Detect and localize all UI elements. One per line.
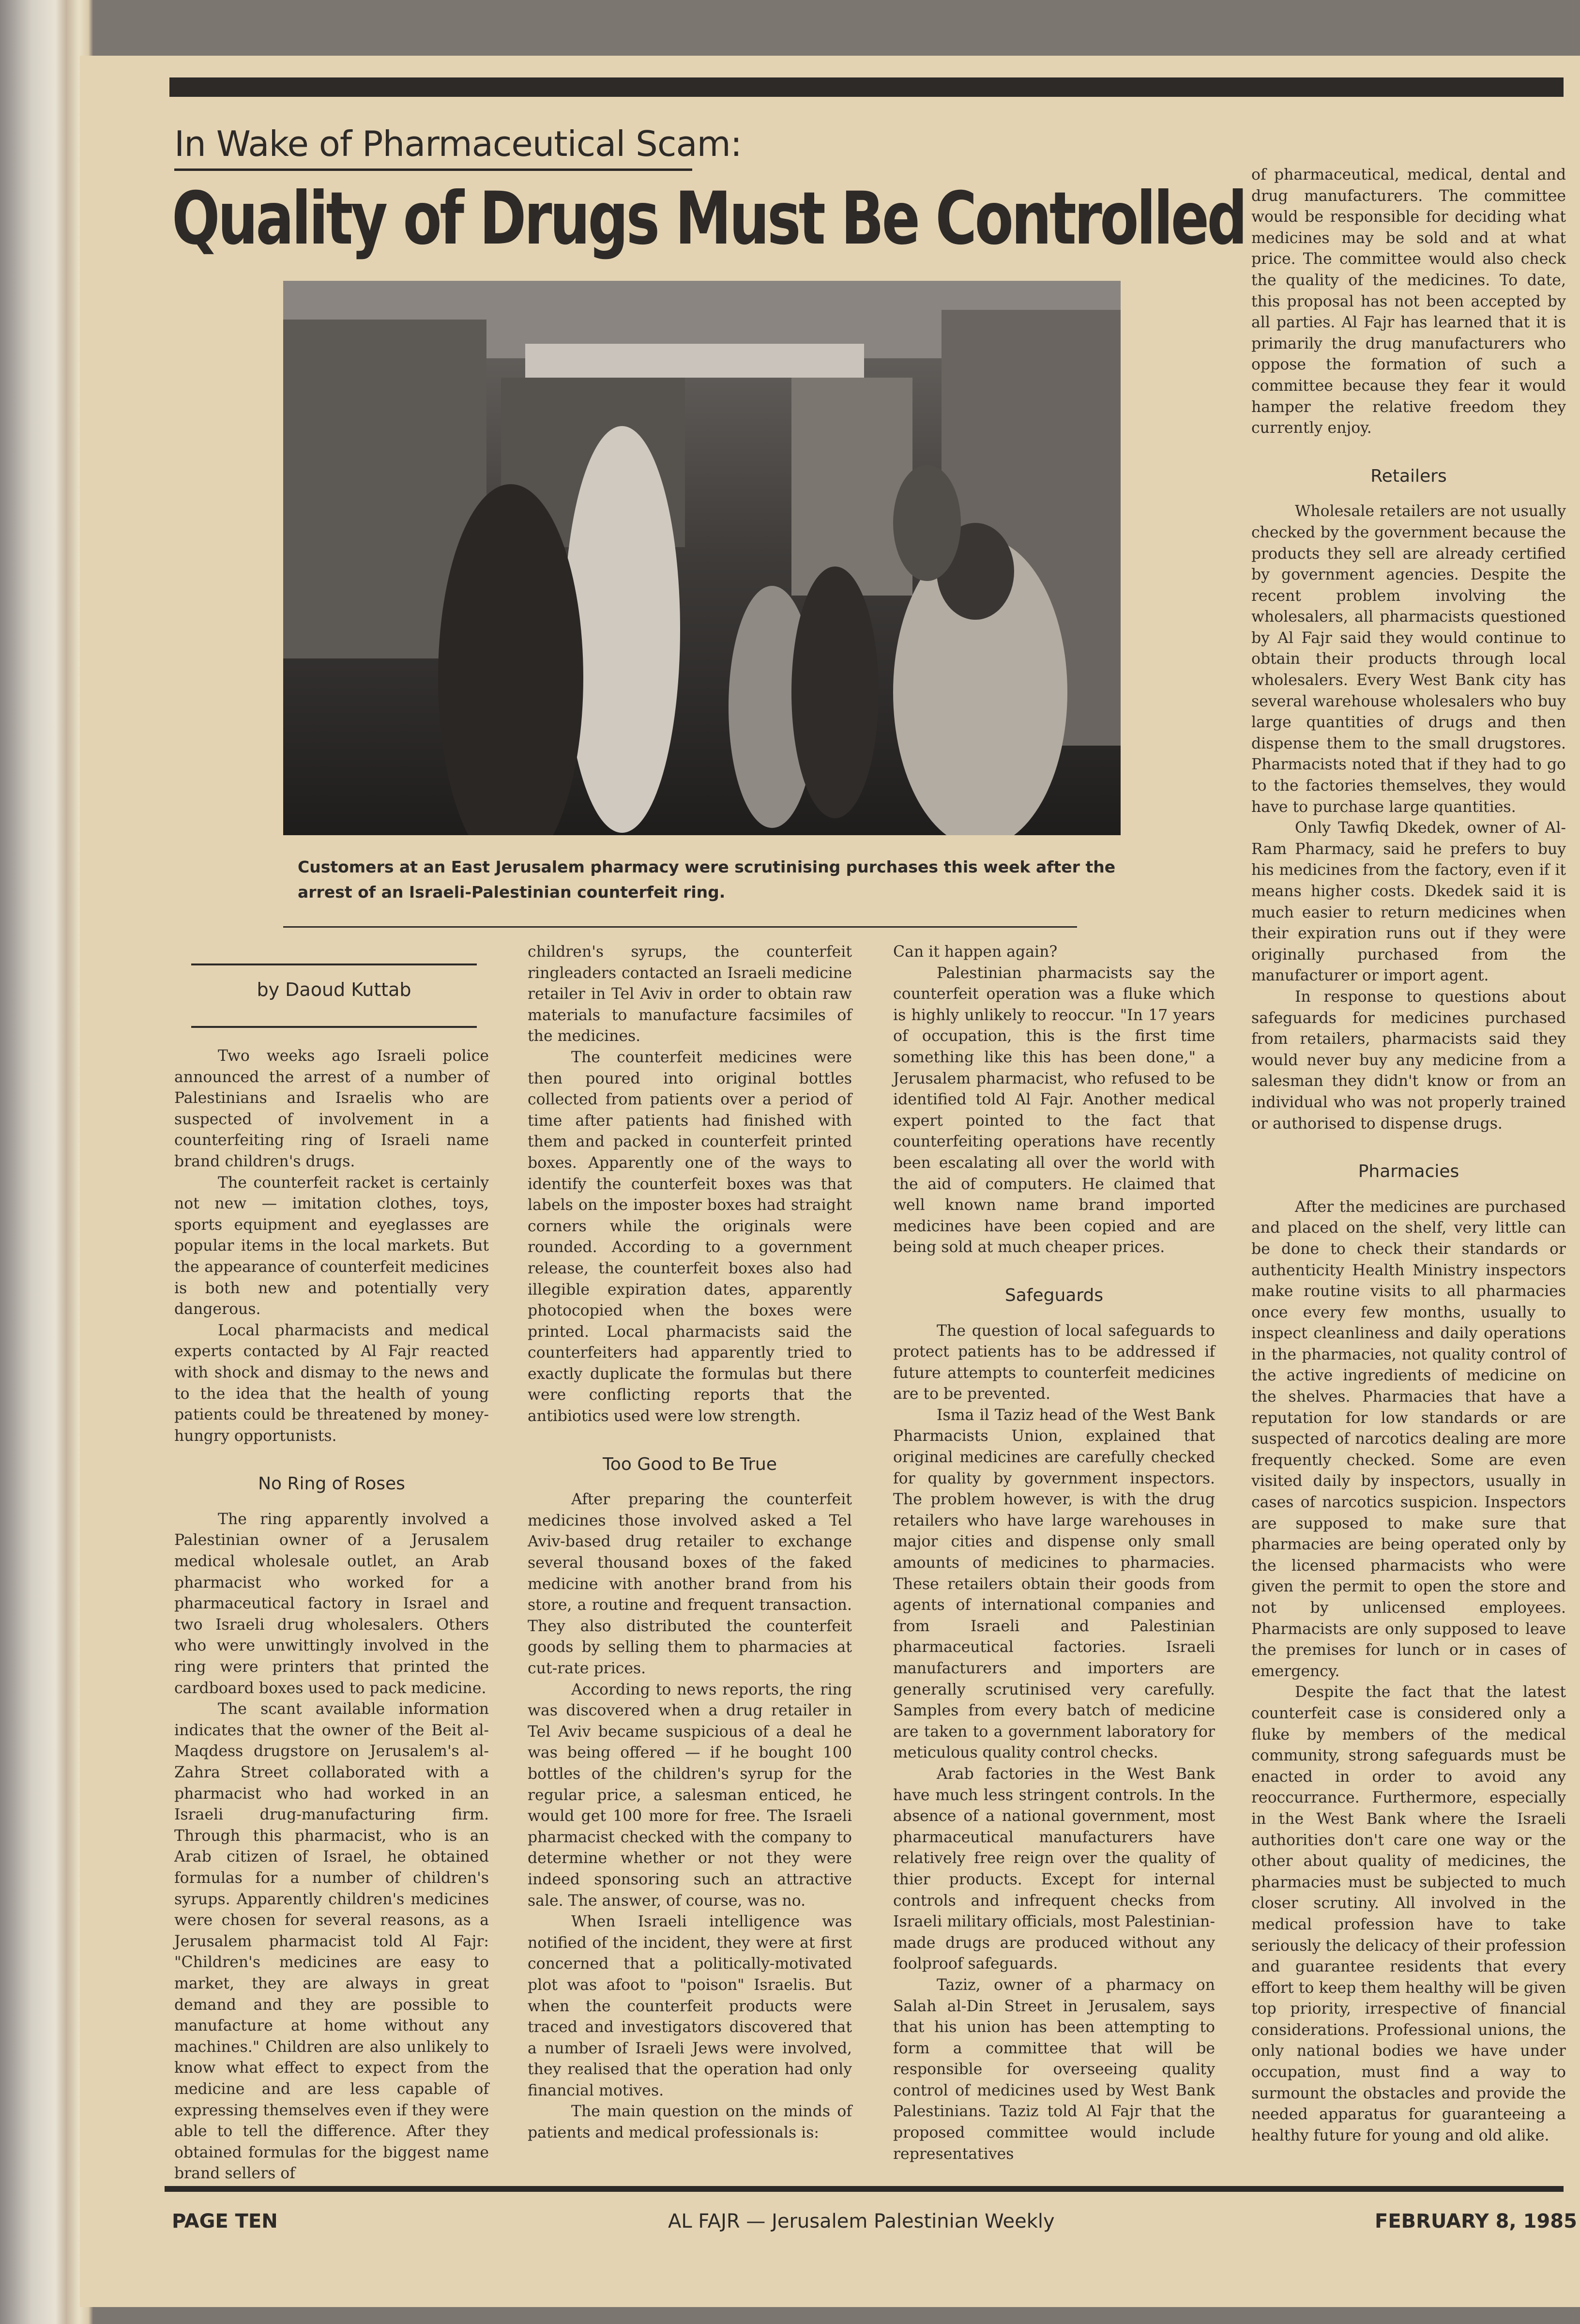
paragraph: Wholesale retailers are not usually checked by the government because the products they sell are already certified by government agencies. Despite the recent problem involving the wholesalers, all pharmacists questioned by Al Fajr said they would continue to obtain their products through local wholesalers. Every West Bank city has several warehouse wholesalers who buy large quantities of drugs and then dispense them to the small drugstores. Pharmacists noted that if they had to go to the factories themselves, they would have to purchase large quantities.	[1251, 503, 1566, 816]
paragraph: The scant available information indicates that the owner of the Beit al-Maqdess drugstore on Jerusalem's al-Zahra Street collaborated with a pharmacist who had worked in an Israeli drug-manufacturing firm. Through this pharmacist, who is an Arab citizen of Israel, he obtained formulas for a number of children's syrups. Apparently children's medicines were chosen for several reasons, as a Jerusalem pharmacist told Al Fajr: "Children's medicines are easy to market, they are always in great demand and they are possible to manufacture at home without any machines." Children are also unlikely to know what effect to expect from the medicine and are less capable of expressing themselves even if they were able to tell the difference. After they obtained formulas for the biggest name brand sellers of	[174, 1700, 489, 2183]
caption-rule	[283, 926, 1077, 928]
paragraph: Can it happen again?	[893, 943, 1058, 961]
paragraph: According to news reports, the ring was discovered when a drug retailer in Tel Aviv became suspicious of a deal he was being offered — if he bought 100 bottles of the children's syrup for the regular price, a salesman enticed, he would get 100 more for free. The Israeli pharmacist checked with the company to determine whether or not they were indeed sponsoring such an attractive sale. The answer, of course, was no.	[528, 1681, 852, 1910]
photo-caption: Customers at an East Jerusalem pharmacy were scrutinising purchases this week after the arrest of an Israeli-Palestinian counterfeit ring.	[298, 857, 1116, 902]
paragraph: Despite the fact that the latest counterfeit case is considered only a fluke by members of the medical community, strong safeguards must be enacted in order to avoid any reoccurrance. Furthermore, especially in the West Bank where the Israeli authorities don't care one way or the other about quality of medicines, the pharmacies must be subjected to much closer scrutiny. All involved in the medical profession have to take seriously the delicacy of their profession and guarantee residents that every effort to keep them healthy will be given top priority, irrespective of financial considerations. Professional unions, the only national bodies we have under occupation, must find a way to surmount the obstacles and provide the needed apparatus for guaranteeing a healthy future for young and old alike.	[1251, 1683, 1566, 2144]
bottom-rule	[165, 2186, 1564, 2192]
paragraph: Local pharmacists and medical experts contacted by Al Fajr reacted with shock and dismay to the news and to the idea that the health of young patients could be threatened by money-hungry opportunists.	[174, 1321, 489, 1445]
subhead: Pharmacies	[1358, 1162, 1459, 1182]
paragraph: The counterfeit racket is certainly not new — imitation clothes, toys, sports equipment and eyeglasses are popular items in the local markets. But the appearance of counterfeit medicines is both new and potentially very dangerous.	[174, 1174, 489, 1318]
paragraph: Two weeks ago Israeli police announced the arrest of a number of Palestinians and Israelis who are suspected of involvement in a counterfeiting ring of Israeli name brand children's drugs.	[174, 1047, 489, 1170]
subhead: Retailers	[1370, 466, 1447, 486]
kicker-underline	[174, 168, 692, 171]
paragraph: The ring apparently involved a Palestinian owner of a Jerusalem medical wholesale outlet, an Arab pharmacist who worked for a pharmaceutical factory in Israel and two Israeli drug wholesalers. Others who were unwittingly involved in the ring were printers that printed the cardboard boxes used to pack medicine.	[174, 1510, 489, 1697]
issue-date: FEBRUARY 8, 1985	[1375, 2210, 1577, 2232]
paragraph: children's syrups, the counterfeit ringleaders contacted an Israeli medicine retailer in Tel Aviv in order to obtain raw materials to manufacture facsimiles of the medicines.	[528, 943, 852, 1045]
pharmacy-photo	[283, 281, 1121, 835]
paragraph: After preparing the counterfeit medicines those involved asked a Tel Aviv-based drug retailer to exchange several thousand boxes of the faked medicine with another brand from his store, a routine and frequent transaction. They also distributed the counterfeit goods by selling them to pharmacies at cut-rate prices.	[528, 1491, 852, 1677]
paragraph: Arab factories in the West Bank have much less stringent controls. In the absence of a national government, most pharmaceutical manufacturers have relatively free reign over the quality of thier products. Except for internal controls and infrequent checks from Israeli military officials, most Palestinian-made drugs are produced without any foolproof safeguards.	[893, 1765, 1215, 1973]
subhead: Safeguards	[1004, 1285, 1104, 1305]
paragraph: After the medicines are purchased and placed on the shelf, very little can be done to check their standards or authenticity Health Ministry inspectors make routine visits to all pharmacies once every few months, usually to inspect cleanliness and daily operations in the pharmacies, not quality control of the active ingredients of medicine on the shelves. Pharmacies that have a reputation for low standards or are suspected of narcotics dealing are more frequently checked. Some are even visited daily by inspectors, usually in cases of narcotics suspicion. Inspectors are supposed to make sure that pharmacies are being operated only by the licensed pharmacists who were given the permit to open the store and not by unlicensed employees. Pharmacists are only supposed to leave the premises for lunch or in cases of emergency.	[1251, 1198, 1566, 1680]
kicker: In Wake of Pharmaceutical Scam:	[174, 123, 742, 164]
paragraph: Isma il Taziz head of the West Bank Pharmacists Union, explained that original medicines are carefully checked for quality by government inspectors. The problem however, is with the drug retailers who have large warehouses in major cities and dispense only small amounts of medicines to pharmacies. These retailers obtain their goods from agents of international companies and from Israeli and Palestinian pharmaceutical factories. Israeli manufacturers and importers are generally scrutinised very carefully. Samples from every batch of medicine are taken to a government laboratory for meticulous quality control checks.	[893, 1406, 1215, 1762]
page-number: PAGE TEN	[172, 2210, 278, 2232]
publication-name: AL FAJR — Jerusalem Palestinian Weekly	[668, 2210, 1055, 2232]
paragraph: When Israeli intelligence was notified of the incident, they were at first concerned that a politically-motivated plot was afoot to "poison" Israelis. But when the counterfeit products were traced and investigators discovered that a number of Israeli Jews were involved, they realised that the operation had only financial motives.	[528, 1913, 852, 2099]
paragraph: The main question on the minds of patients and medical professionals is:	[528, 2103, 852, 2142]
paragraph: In response to questions about safeguards for medicines purchased from retailers, pharmacists said they would never buy any medicine from a salesman they didn't know or from an individual who was not properly trained or authorised to dispense drugs.	[1251, 988, 1566, 1132]
paragraph: The question of local safeguards to protect patients has to be addressed if future attempts to counterfeit medicines are to be prevented.	[893, 1322, 1215, 1403]
top-rule	[169, 77, 1564, 97]
paragraph: The counterfeit medicines were then poured into original bottles collected from patients over a period of time after patients had finished with them and packed in counterfeit printed boxes. Apparently one of the ways to identify the counterfeit boxes was that labels on the imposter boxes had straight corners while the originals were rounded. According to a government release, the counterfeit boxes also had illegible expiration dates, apparently photocopied when the boxes were printed. Local pharmacists said the counterfeiters had apparently tried to exactly duplicate the formulas but there were conflicting reports that the antibiotics used were low strength.	[528, 1048, 852, 1425]
headline: Quality of Drugs Must Be Controlled	[172, 177, 1246, 261]
paragraph: Palestinian pharmacists say the counterfeit operation was a fluke which is highly unlikely to reoccur. "In 17 years of occupation, this is the first time something like this has been done," a Jerusalem pharmacist, who refused to be identified told Al Fajr. Another medical expert pointed to the fact that counterfeiting operations have recently been escalating all over the world with the aid of computers. He claimed that well known name brand imported medicines have been copied and are being sold at much cheaper prices.	[893, 964, 1215, 1256]
article-column-1	[174, 1046, 489, 2185]
subhead: No Ring of Roses	[258, 1474, 405, 1494]
paragraph: Taziz, owner of a pharmacy on Salah al-Din Street in Jerusalem, says that his union has been attempting to form a committee that will be responsible for overseeing quality control of medicines used by West Bank Palestinians. Taziz told Al Fajr that the proposed committee would include representatives	[893, 1976, 1215, 2163]
subhead: Too Good to Be True	[603, 1454, 777, 1474]
paragraph: of pharmaceutical, medical, dental and drug manufacturers. The committee would be responsible for deciding what medicines may be sold and at what price. The committee would also check the quality of the medicines. To date, this proposal has not been accepted by all parties. Al Fajr has learned that it is primarily the drug manufacturers who oppose the formation of such a committee because they fear it would hamper the relative freedom they currently enjoy.	[1251, 166, 1566, 437]
article-column-2	[528, 942, 852, 2144]
paragraph: Only Tawfiq Dkedek, owner of Al-Ram Pharmacy, said he prefers to buy his medicines from the factory, even if it means higher costs. Dkedek said it is much easier to return medicines when their expiration runs out if they were originally purchased from the manufacturer or import agent.	[1251, 819, 1566, 985]
article-column-3	[893, 942, 1215, 2165]
byline: by Daoud Kuttab	[257, 979, 411, 1000]
article-column-4	[1251, 165, 1566, 2146]
